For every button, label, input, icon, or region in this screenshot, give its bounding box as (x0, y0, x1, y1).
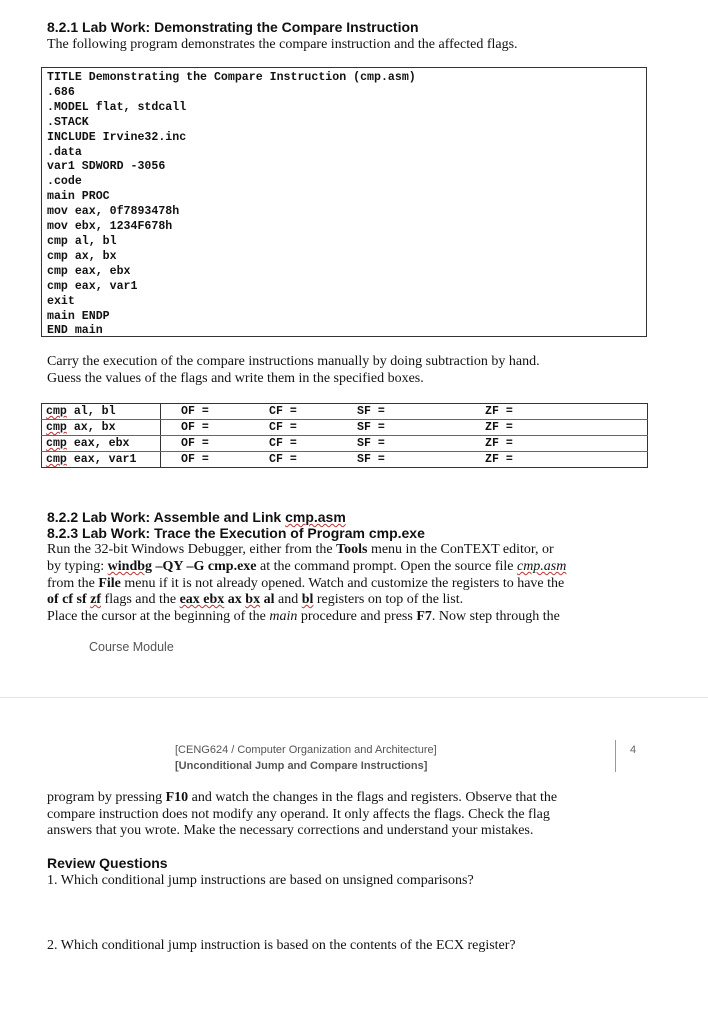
zf-cell[interactable]: ZF = (481, 436, 648, 452)
page-number: 4 (630, 744, 637, 756)
text-run-bold: eax ebx (179, 592, 225, 607)
instruction-args: eax, ebx (66, 437, 130, 450)
text-run-bold: bl (301, 592, 314, 607)
paragraph-line (47, 609, 560, 626)
review-heading: Review Questions (47, 855, 168, 871)
code-line: main PROC (47, 190, 110, 204)
code-line: cmp eax, var1 (47, 279, 138, 293)
table-row (42, 420, 648, 436)
instruction-args: ax, bx (66, 421, 116, 434)
code-line: cmp eax, ebx (47, 264, 131, 278)
paragraph-line (47, 542, 554, 559)
code-line: main ENDP (47, 309, 110, 323)
heading-text: 8.2.2 Lab Work: Assemble and Link (47, 509, 286, 525)
section-heading-8-2-1: 8.2.1 Lab Work: Demonstrating the Compare Instruction (47, 19, 419, 35)
instruction-cell (42, 404, 161, 420)
table-row (42, 436, 648, 452)
code-line: cmp ax, bx (47, 249, 117, 263)
instruction-cell (42, 452, 161, 468)
code-line: cmp al, bl (47, 234, 117, 248)
text-run-bold: al (260, 592, 275, 607)
instructions-line-2: Guess the values of the flags and write them in the specified boxes. (47, 371, 424, 386)
text-run: . Now step through the (431, 609, 560, 624)
paragraph-line: compare instruction does not modify any operand. It only affects the flags. Check the flag (47, 807, 550, 822)
section-intro: The following program demonstrates the compare instruction and the affected flags. (47, 37, 518, 52)
cf-cell[interactable]: CF = (265, 420, 353, 436)
paragraph-line (47, 576, 564, 593)
text-run-bold: bx (245, 592, 261, 607)
instruction-op: cmp (46, 453, 67, 466)
text-run: and (274, 592, 302, 607)
table-row (42, 452, 648, 468)
instruction-cell (42, 420, 161, 436)
text-run: Run the 32-bit Windows Debugger, either from the (47, 542, 337, 557)
text-run-bold: F7 (416, 609, 432, 624)
instruction-cell (42, 436, 161, 452)
review-question-1: 1. Which conditional jump instructions are based on unsigned comparisons? (47, 873, 474, 888)
text-run-bold: –QY –G cmp.exe (152, 559, 257, 574)
code-line: mov ebx, 1234F678h (47, 220, 173, 234)
table-row (42, 404, 648, 420)
of-cell[interactable]: OF = (181, 453, 209, 466)
code-line: .MODEL flat, stdcall (47, 100, 187, 114)
code-line: END main (47, 324, 103, 338)
page-header-topic: [Unconditional Jump and Compare Instructions] (175, 760, 428, 772)
paragraph-line (47, 790, 557, 807)
text-run: and watch the changes in the flags and registers. Observe that the (188, 790, 558, 805)
flags-table (41, 403, 648, 468)
instructions-line-1: Carry the execution of the compare instructions manually by doing subtraction by hand. (47, 354, 540, 369)
code-line: TITLE Demonstrating the Compare Instruction (cmp.asm) (47, 71, 416, 84)
text-run: flags and the (101, 592, 180, 607)
sf-cell[interactable]: SF = (353, 404, 481, 420)
text-run: registers on top of the list. (313, 592, 464, 607)
cf-cell[interactable]: CF = (265, 404, 353, 420)
text-run: procedure and press (297, 609, 417, 624)
course-module-label: Course Module (89, 640, 174, 654)
page-header-course: [CENG624 / Computer Organization and Architecture] (175, 744, 437, 756)
zf-cell[interactable]: ZF = (481, 420, 648, 436)
sf-cell[interactable]: SF = (357, 453, 385, 466)
code-line: var1 SDWORD -3056 (47, 160, 166, 174)
text-run-bold: windbg (107, 559, 153, 574)
sf-cell[interactable]: SF = (353, 420, 481, 436)
instruction-op: cmp (46, 421, 67, 434)
of-cell[interactable]: OF = (161, 436, 266, 452)
instruction-op: cmp (46, 405, 67, 418)
text-run: by typing: (47, 559, 108, 574)
text-run-bold: File (98, 576, 121, 591)
heading-filename: cmp.asm (285, 509, 346, 525)
instruction-args: al, bl (66, 405, 116, 418)
code-listing (41, 67, 647, 337)
cf-cell[interactable]: CF = (265, 436, 353, 452)
code-line: .data (47, 145, 82, 159)
of-cell[interactable]: OF = (161, 404, 266, 420)
review-question-2: 2. Which conditional jump instruction is based on the contents of the ECX register? (47, 938, 516, 953)
text-run-italic: cmp.asm (516, 559, 567, 574)
text-run: menu in the ConTEXT editor, or (367, 542, 554, 557)
text-run-italic: main (269, 609, 298, 624)
paragraph-line (47, 592, 463, 609)
page-divider (0, 697, 708, 698)
code-line: exit (47, 294, 75, 308)
text-run: program by pressing (47, 790, 166, 805)
code-line: .STACK (47, 115, 89, 129)
sf-cell[interactable]: SF = (353, 436, 481, 452)
section-heading-8-2-2 (47, 509, 346, 525)
text-run-bold: of cf sf (47, 592, 91, 607)
code-line: mov eax, 0f7893478h (47, 205, 180, 219)
code-line: INCLUDE Irvine32.inc (47, 130, 187, 144)
text-run-bold: ax (224, 592, 246, 607)
text-run: Place the cursor at the beginning of the (47, 609, 270, 624)
header-divider (615, 740, 616, 772)
text-run: menu if it is not already opened. Watch and customize the registers to have the (120, 576, 565, 591)
section-heading-8-2-3: 8.2.3 Lab Work: Trace the Execution of Program cmp.exe (47, 525, 425, 541)
code-line: .code (47, 175, 82, 189)
text-run-bold: Tools (336, 542, 368, 557)
text-run: at the command prompt. Open the source file (256, 559, 517, 574)
cf-cell[interactable]: CF = (269, 453, 297, 466)
of-cell[interactable]: OF = (161, 420, 266, 436)
paragraph-line: answers that you wrote. Make the necessary corrections and understand your mistakes. (47, 823, 534, 838)
instruction-op: cmp (46, 437, 67, 450)
paragraph-line (47, 559, 566, 576)
text-run: from the (47, 576, 99, 591)
text-run-bold: zf (90, 592, 102, 607)
instruction-args: eax, var1 (66, 453, 137, 466)
code-line: .686 (47, 85, 75, 99)
zf-cell[interactable]: ZF = (481, 404, 648, 420)
text-run-bold: F10 (165, 790, 189, 805)
zf-cell[interactable]: ZF = (485, 453, 513, 466)
